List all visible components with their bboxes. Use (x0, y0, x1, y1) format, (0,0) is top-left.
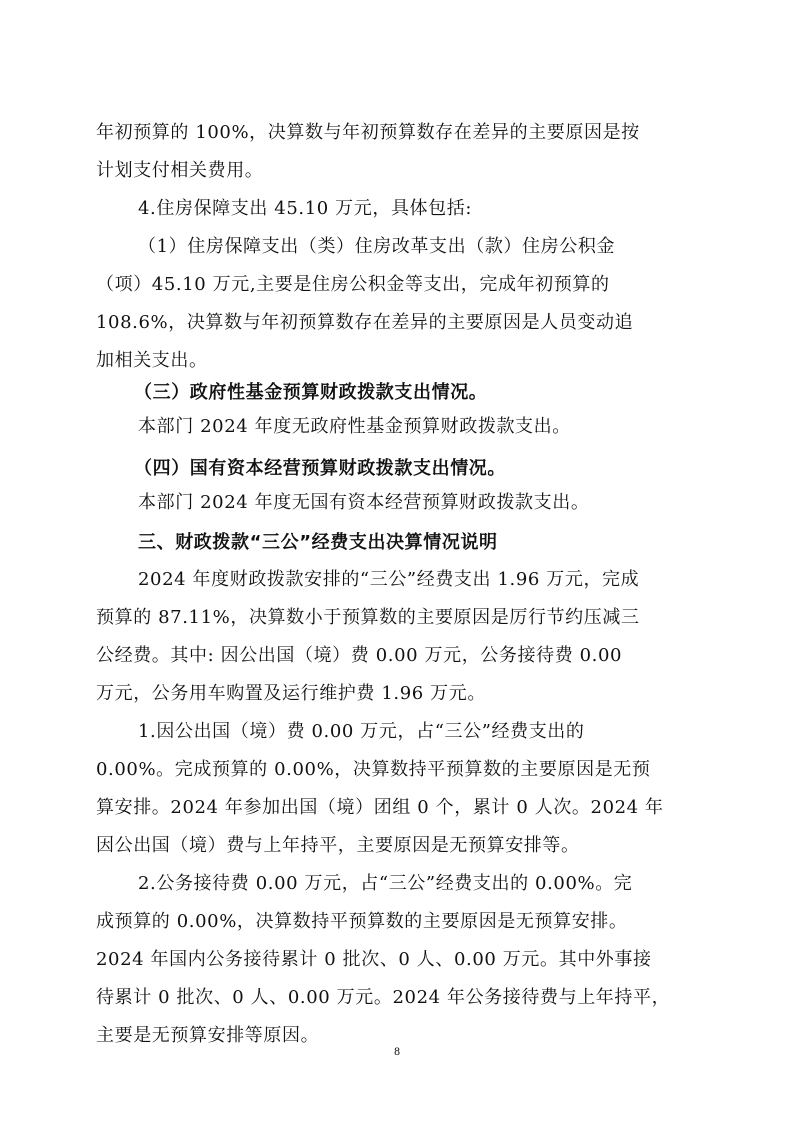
section-heading: （三）政府性基金预算财政拨款支出情况。 (134, 382, 488, 403)
body-line: 108.6%，决算数与年初预算数存在差异的主要原因是人员变动追 (96, 312, 634, 333)
body-line: 4.住房保障支出 45.10 万元，具体包括: (138, 198, 473, 219)
body-line: 年初预算的 100%，决算数与年初预算数存在差异的主要原因是按 (96, 122, 640, 143)
body-line: 计划支付相关费用。 (96, 160, 264, 181)
body-line: 0.00%。完成预算的 0.00%，决算数持平预算数的主要原因是无预 (96, 759, 651, 780)
body-line: 2024 年国内公务接待累计 0 批次、0 人、0.00 万元。其中外事接 (96, 949, 652, 970)
body-line: 因公出国（境）费与上年持平，主要原因是无预算安排等。 (96, 835, 580, 856)
body-line: 2.公务接待费 0.00 万元，占“三公”经费支出的 0.00%。完 (138, 873, 633, 894)
body-line: 万元，公务用车购置及运行维护费 1.96 万元。 (96, 683, 486, 704)
body-line: 主要是无预算安排等原因。 (96, 1025, 320, 1046)
body-line: 待累计 0 批次、0 人、0.00 万元。2024 年公务接待费与上年持平， (96, 987, 671, 1008)
page-number: 8 (393, 1047, 401, 1058)
body-line: （1）住房保障支出（类）住房改革支出（款）住房公积金 (138, 236, 616, 257)
body-line: （项）45.10 万元,主要是住房公积金等支出，完成年初预算的 (96, 274, 610, 295)
body-line: 1.因公出国（境）费 0.00 万元，占“三公”经费支出的 (138, 721, 585, 742)
body-line: 加相关支出。 (96, 350, 208, 371)
body-line: 本部门 2024 年度无国有资本经营预算财政拨款支出。 (138, 492, 590, 513)
body-line: 预算的 87.11%，决算数小于预算数的主要原因是厉行节约压减三 (96, 607, 640, 628)
body-line: 算安排。2024 年参加出国（境）团组 0 个，累计 0 人次。2024 年 (96, 797, 664, 818)
body-line: 成预算的 0.00%，决算数持平预算数的主要原因是无预算安排。 (96, 911, 628, 932)
section-heading: （四）国有资本经营预算财政拨款支出情况。 (134, 458, 506, 479)
body-line: 2024 年度财政拨款安排的“三公”经费支出 1.96 万元，完成 (138, 569, 640, 590)
body-line: 本部门 2024 年度无政府性基金预算财政拨款支出。 (138, 416, 571, 437)
section-heading: 三、财政拨款“三公”经费支出决算情况说明 (138, 532, 498, 553)
body-line: 公经费。其中: 因公出国（境）费 0.00 万元，公务接待费 0.00 (96, 645, 623, 666)
